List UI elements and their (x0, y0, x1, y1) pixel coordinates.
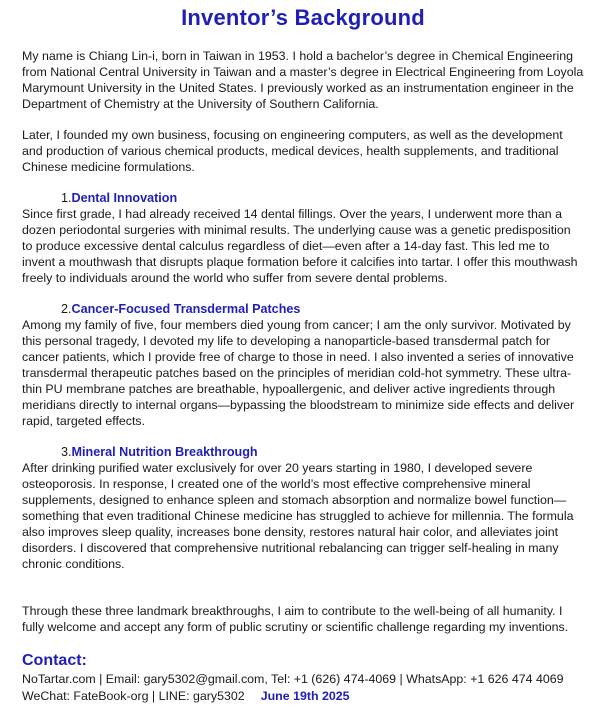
contact-heading: Contact: (22, 652, 87, 669)
intro-paragraph-1: My name is Chiang Lin-i, born in Taiwan in 1953. I hold a bachelor’s degree in Chemical Engineering from National Central University in Taiwan and a master’s degree in Electrical Engineering from Loyola Marymount University in the United States. I previously worked as an instrumentation engineer in the Department of Chemistry at the University of Southern California. (22, 49, 584, 111)
section-number: 2. (61, 302, 72, 316)
document-date: June 19th 2025 (260, 689, 350, 703)
intro-paragraph-2: Later, I founded my own business, focusing on engineering computers, as well as the development and production of various chemical products, medical devices, health supplements, and traditional Chinese medicine formulations. (22, 128, 563, 174)
section-number: 3. (61, 445, 72, 459)
section-title: Cancer-Focused Transdermal Patches (71, 302, 301, 316)
section-heading (61, 190, 584, 206)
section-title: Dental Innovation (71, 191, 178, 205)
section-dental-innovation (22, 190, 584, 286)
section-transdermal-patches (22, 301, 584, 429)
section-body: Since first grade, I had already received 14 dental fillings. Over the years, I underwent more than a dozen periodontal surgeries with minimal results. The underlying cause was a genetic predisposition to produce excessive dental calculus regardless of diet—even after a 14-day fast. This led me to invent a mouthwash that disrupts plaque formation before it calcifies into tartar. I offer this mouthwash freely to individuals around the world who suffer from severe dental problems. (22, 207, 578, 285)
contact-line-1: NoTartar.com | Email: gary5302@gmail.com, Tel: +1 (626) 474-4069 | WhatsApp: +1 626 474 4069 (22, 672, 564, 686)
section-body: Among my family of five, four members died young from cancer; I am the only survivor. Motivated by this personal tragedy, I devoted my life to developing a nanoparticle-based transdermal patch for cancer patients, which I provide free of charge to those in need. I also invented a series of innovative transdermal therapeutic patches based on the principles of meridian cold-hot symmetry. These ultra-thin PU membrane patches are breathable, hypoallergenic, and deliver active ingredients through meridians directly to internal organs—bypassing the bloodstream to minimize side effects and deliver rapid, targeted effects. (22, 318, 575, 428)
section-mineral-nutrition (22, 444, 584, 572)
contact-social: WeChat: FateBook-org | LINE: gary5302 (22, 689, 245, 703)
section-heading (61, 301, 584, 317)
section-body: After drinking purified water exclusively for over 20 years starting in 1980, I developed severe osteoporosis. In response, I created one of the world’s most effective comprehensive mineral supplements, designed to enhance spleen and stomach absorption and normalize bowel function—something that even traditional Chinese medicine has struggled to achieve for millennia. The formula also improves sleep quality, increases bone density, restores natural hair color, and alleviates joint disorders. I discovered that comprehensive nutritional rebalancing can trigger self-healing in many chronic conditions. (22, 461, 574, 571)
section-title: Mineral Nutrition Breakthrough (71, 445, 258, 459)
page-title: Inventor’s Background (181, 5, 425, 30)
section-heading (61, 444, 584, 460)
contact-line-2 (22, 688, 584, 705)
closing-paragraph: Through these three landmark breakthroughs, I aim to contribute to the well-being of all humanity. I fully welcome and accept any form of public scrutiny or scientific challenge regarding my inventions. (22, 604, 569, 634)
section-number: 1. (61, 191, 72, 205)
